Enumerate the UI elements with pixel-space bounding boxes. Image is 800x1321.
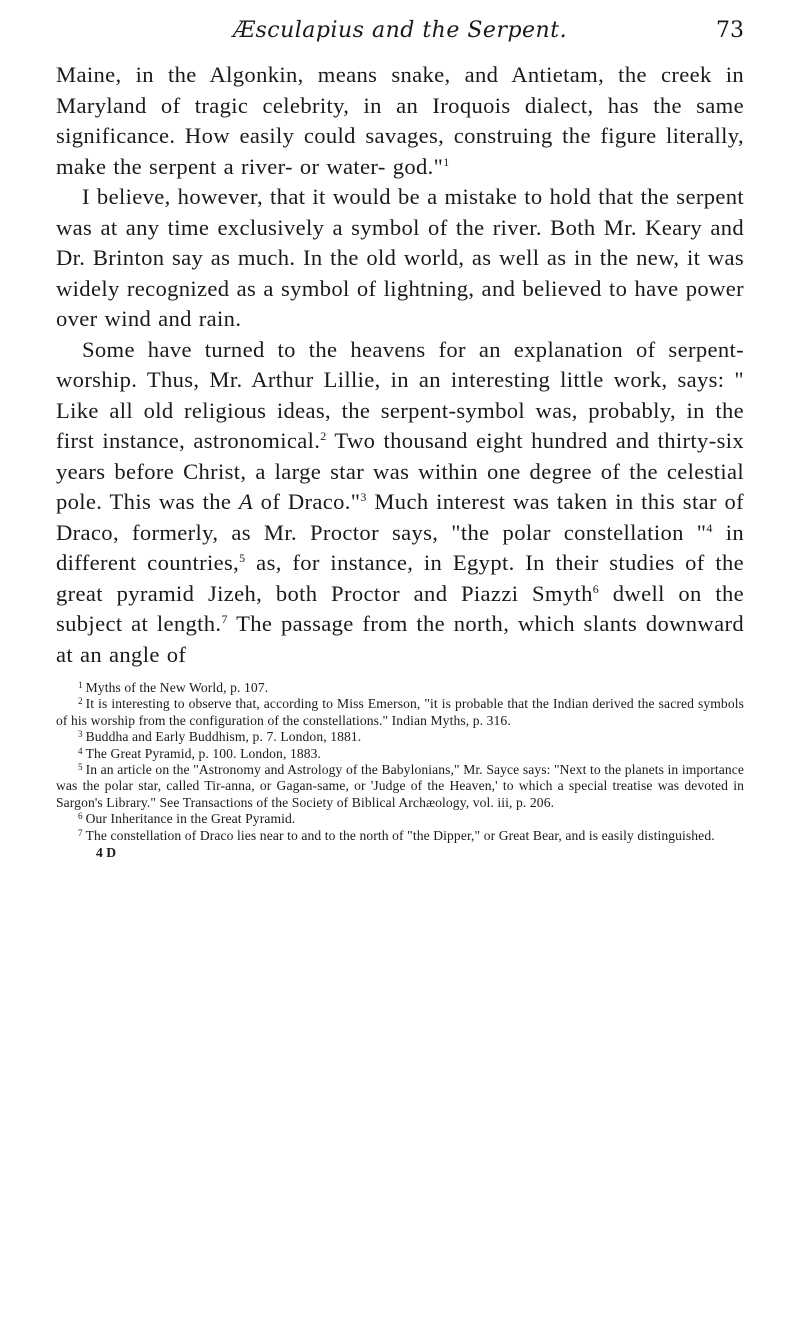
footnote-7: [56, 828, 744, 844]
paragraph-3-text-a: Some have turned to the heavens for an explanation of serpent-worship. Thus, Mr. Arthur Lillie, in an interesting little work, says: " Like all old religious ideas, the serpent-symbol was, probably, in the first instance, astronomical.: [56, 336, 744, 453]
footnote-2: [56, 696, 744, 729]
footnote-ref-2: 2: [320, 429, 327, 443]
footnote-mark: 3: [78, 729, 83, 740]
footnote-6: [56, 811, 744, 827]
paragraph-3-text-h: The passage from the north, which slants downward at an angle of: [56, 611, 744, 667]
footnote-3: [56, 729, 744, 745]
footnote-text: It is interesting to observe that, according to Miss Emerson, "it is probable that the Indian derived the sacred symbols of his worship from the configuration of the constellations." Indian Myths, p. 316.: [56, 696, 744, 728]
footnote-mark: 4: [78, 745, 83, 756]
star-letter: A: [238, 489, 254, 514]
signature-mark: 4 D: [96, 845, 117, 861]
running-header: [56, 14, 744, 48]
footnote-ref-7: 7: [221, 612, 228, 626]
footnote-mark: 5: [78, 762, 83, 773]
footnote-ref-4: 4: [706, 520, 713, 535]
body-text: [56, 60, 744, 670]
footnote-mark: 7: [78, 827, 83, 838]
footnote-text: The constellation of Draco lies near to and to the north of "the Dipper," or Great Bear, and is easily distinguished.: [85, 827, 715, 843]
footnote-mark: 6: [78, 811, 83, 822]
running-title: Æsculapius and the Serpent.: [232, 18, 568, 43]
paragraph-1-text: Maine, in the Algonkin, means snake, and Antietam, the creek in Maryland of tragic celebrity, in an Iroquois dialect, has the same significance. How easily could savages, construing the figure literally, make the serpent a river- or water- god.": [56, 62, 744, 179]
page-number: 73: [716, 18, 744, 43]
footnote-1: [56, 680, 744, 696]
footnote-ref-1: 1: [443, 154, 450, 169]
footnote-4: [56, 746, 744, 762]
footnote-text: The Great Pyramid, p. 100. London, 1883.: [85, 745, 322, 761]
footnotes: [56, 680, 744, 844]
paragraph-1: [56, 60, 744, 182]
footnote-mark: 2: [78, 696, 83, 707]
footnote-5: [56, 762, 744, 811]
footnote-ref-5: 5: [239, 551, 246, 565]
paragraph-3: [56, 335, 744, 671]
paragraph-3-text-g: dwell on the subject at length.: [56, 580, 744, 636]
paragraph-2: I believe, however, that it would be a mistake to hold that the serpent was at any time exclusively a symbol of the river. Both Mr. Keary and Dr. Brinton say as much. In the old world, as well as in the new, it was widely recognized as a symbol of lightning, and believed to have power over wind and rain.: [56, 184, 744, 331]
paragraph-3-text-d: Much interest was taken in this star of Draco, formerly, as Mr. Proctor says, "the polar constellation ": [56, 489, 744, 545]
footnote-text: Our Inheritance in the Great Pyramid.: [85, 811, 296, 827]
paragraph-3-text-c: of Draco.": [253, 489, 361, 514]
footnote-mark: 1: [78, 680, 83, 690]
paragraph-3-text-e: in different countries,: [56, 519, 744, 575]
paragraph-3-text-f: as, for instance, in Egypt. In their studies of the great pyramid Jizeh, both Proctor and Piazzi Smyth: [56, 550, 744, 606]
footnote-text: Myths of the New World, p. 107.: [85, 680, 269, 695]
footnote-text: In an article on the "Astronomy and Astrology of the Babylonians," Mr. Sayce says: "Next to the planets in importance was the polar star, called Tir-anna, or Gagan-same, or 'Judge of the Heaven,' to which a special treatise was devoted in Sargon's Library." See Transactions of the Society of Biblical Archæology, vol. iii, p. 206.: [56, 762, 744, 810]
footnote-ref-6: 6: [592, 581, 600, 596]
footnote-ref-3: 3: [360, 490, 367, 504]
footnote-text: Buddha and Early Buddhism, p. 7. London, 1881.: [85, 729, 362, 745]
paragraph-3-text-b: Two thousand eight hundred and thirty-six years before Christ, a large star was within one degree of the celestial pole. This was the: [56, 428, 744, 514]
